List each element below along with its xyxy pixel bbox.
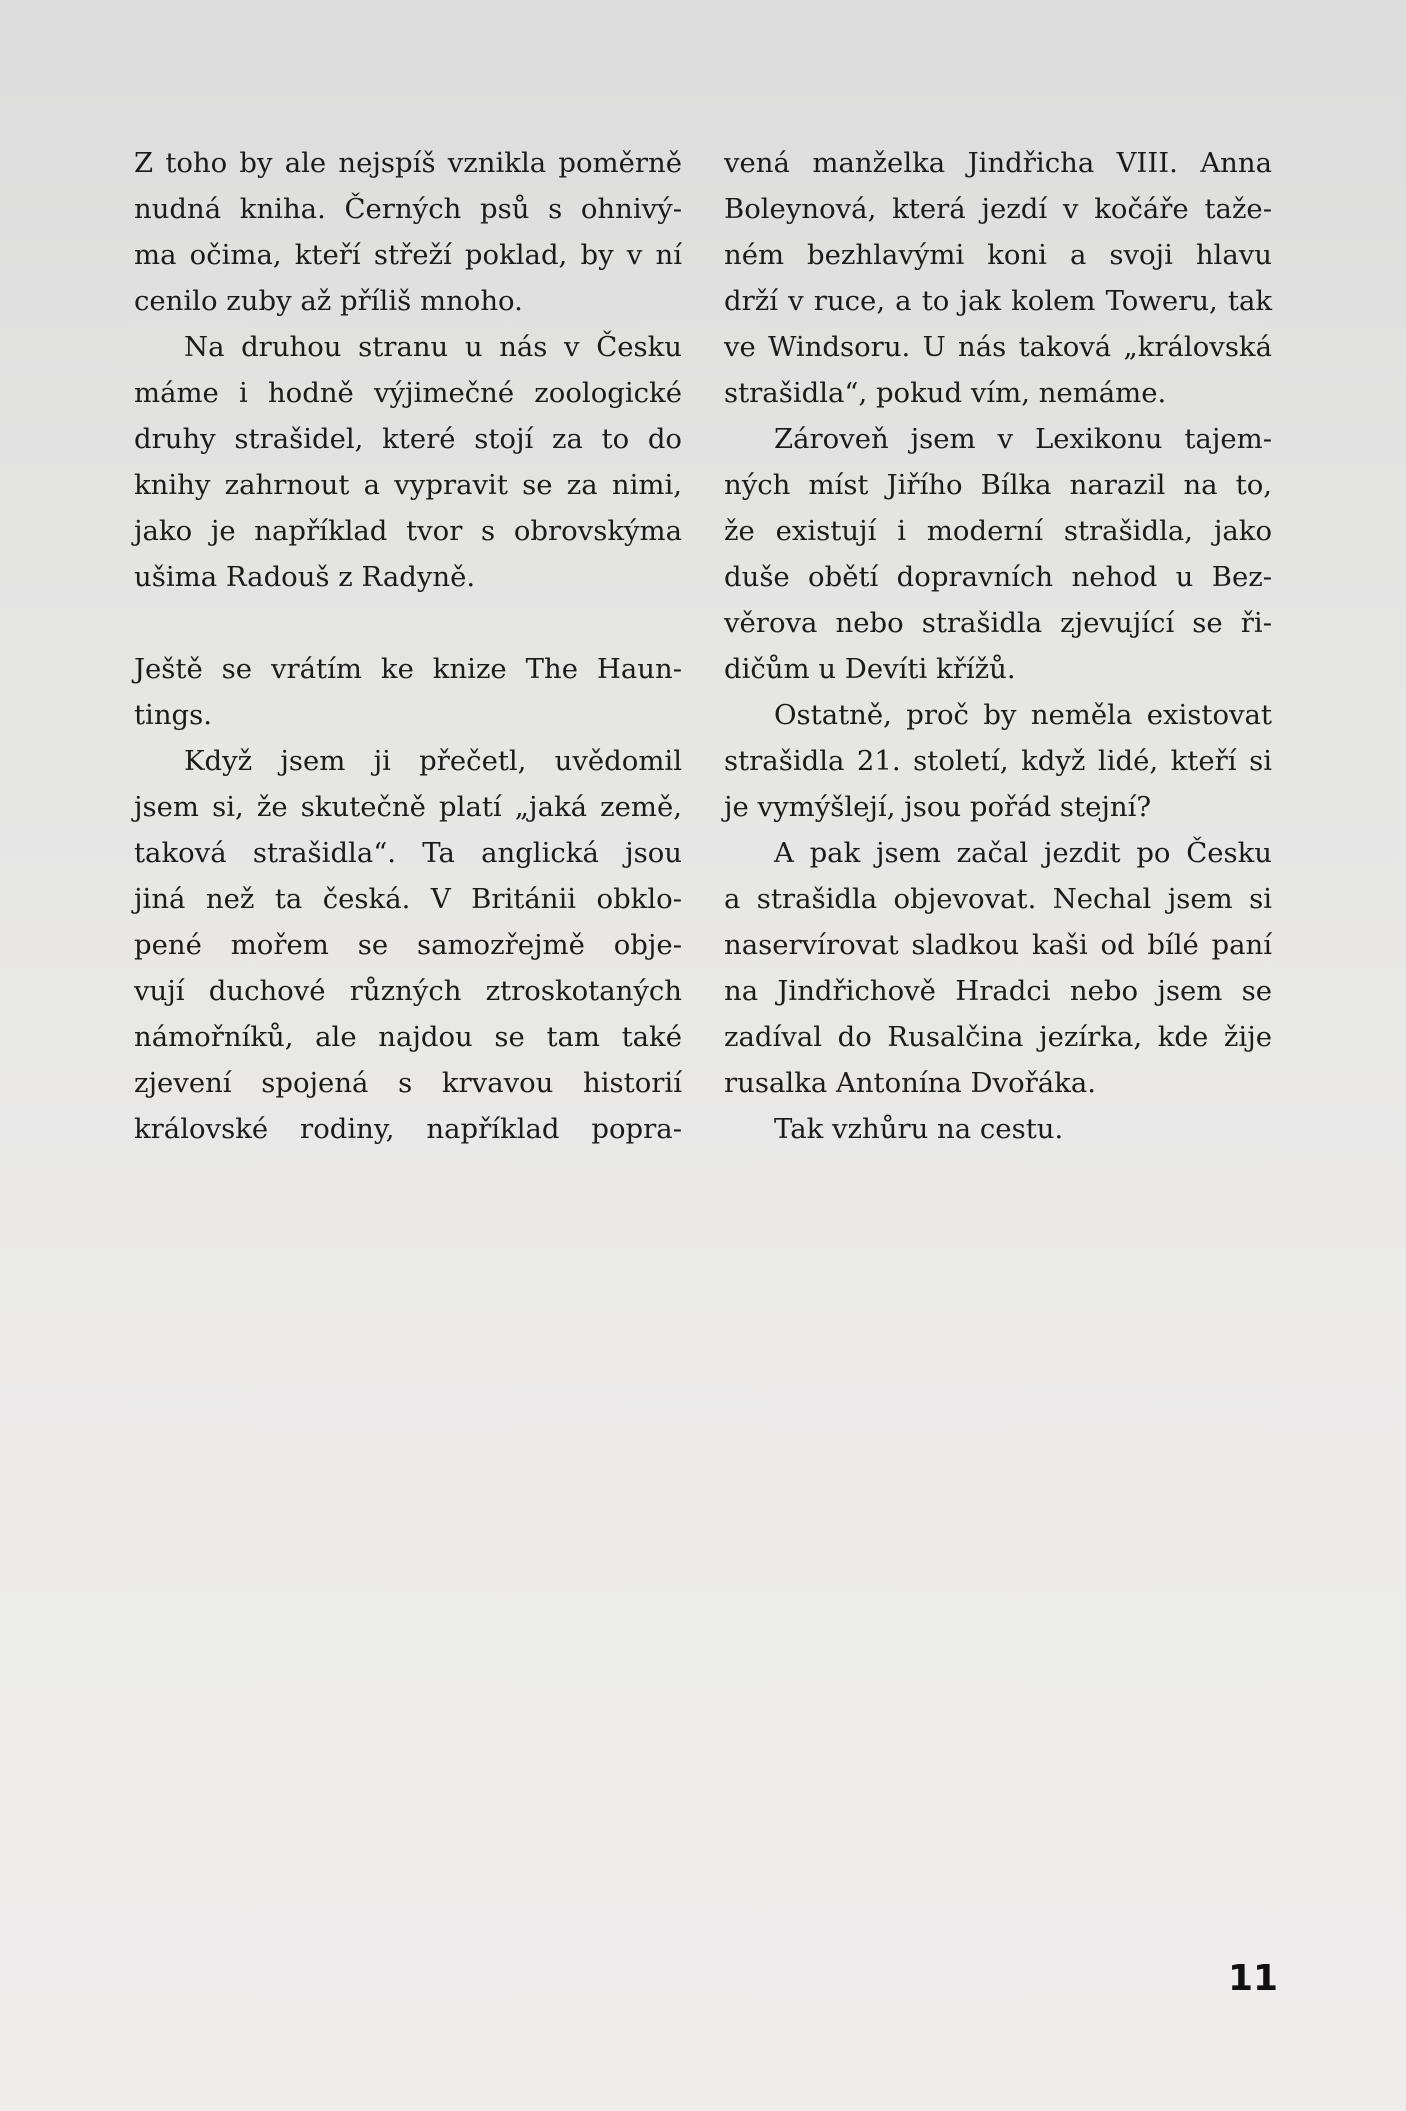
text-line: zjevení spojená s krvavou historií xyxy=(134,1067,682,1099)
text-line: že existují i moderní strašidla, jako xyxy=(724,515,1272,547)
text-line: Když jsem ji přečetl, uvědomil xyxy=(184,745,682,777)
text-line: vená manželka Jindřicha VIII. Anna xyxy=(724,147,1272,179)
text-line: jsem si, že skutečně platí „jaká země, xyxy=(134,791,682,823)
text-line: knihy zahrnout a vypravit se za nimi, xyxy=(134,469,682,501)
text-line: ušima Radouš z Radyně. xyxy=(134,561,476,593)
text-line: Boleynová, která jezdí v kočáře taže- xyxy=(724,193,1272,225)
text-line: a strašidla objevovat. Nechal jsem si xyxy=(724,883,1272,915)
text-line: dičům u Devíti křížů. xyxy=(724,653,1016,685)
text-line: námořníků, ale najdou se tam také xyxy=(134,1021,682,1053)
text-line: drží v ruce, a to jak kolem Toweru, tak xyxy=(724,285,1272,317)
text-line: věrova nebo strašidla zjevující se ři- xyxy=(724,607,1272,639)
text-line: rusalka Antonína Dvořáka. xyxy=(724,1067,1096,1099)
text-line: Z toho by ale nejspíš vznikla poměrně xyxy=(134,147,682,179)
text-line: naservírovat sladkou kaši od bílé paní xyxy=(724,929,1272,961)
text-line: ném bezhlavými koni a svoji hlavu xyxy=(724,239,1272,271)
text-line: taková strašidla“. Ta anglická jsou xyxy=(134,837,682,869)
left-text-column xyxy=(134,140,682,1152)
text-line: Ještě se vrátím ke knize The Haun- xyxy=(134,653,682,685)
text-line: je vymýšlejí, jsou pořád stejní? xyxy=(724,791,1152,823)
text-line: Ostatně, proč by neměla existovat xyxy=(774,699,1272,731)
text-line: pené mořem se samozřejmě obje- xyxy=(134,929,682,961)
text-line: nudná kniha. Černých psů s ohnivý- xyxy=(134,193,682,225)
text-line: vují duchové různých ztroskotaných xyxy=(134,975,682,1007)
text-line: cenilo zuby až příliš mnoho. xyxy=(134,285,523,317)
text-line: ve Windsoru. U nás taková „královská xyxy=(724,331,1272,363)
text-line: strašidla 21. století, když lidé, kteří si xyxy=(724,745,1272,777)
text-line: ma očima, kteří střeží poklad, by v ní xyxy=(134,239,682,271)
text-line: na Jindřichově Hradci nebo jsem se xyxy=(724,975,1272,1007)
text-line: Na druhou stranu u nás v Česku xyxy=(184,331,682,363)
right-text-column xyxy=(724,140,1272,1152)
text-line: jako je například tvor s obrovskýma xyxy=(134,515,682,547)
text-line: druhy strašidel, které stojí za to do xyxy=(134,423,682,455)
text-line: strašidla“, pokud vím, nemáme. xyxy=(724,377,1167,409)
text-line: jiná než ta česká. V Británii obklo- xyxy=(134,883,682,915)
text-line: královské rodiny, například popra- xyxy=(134,1113,682,1145)
text-line: Zároveň jsem v Lexikonu tajem- xyxy=(774,423,1272,455)
text-line: zadíval do Rusalčina jezírka, kde žije xyxy=(724,1021,1272,1053)
page-number: 11 xyxy=(1228,1958,1279,1999)
text-line: A pak jsem začal jezdit po Česku xyxy=(774,837,1272,869)
text-line: máme i hodně výjimečné zoologické xyxy=(134,377,682,409)
text-line: tings. xyxy=(134,699,213,731)
text-line: Tak vzhůru na cestu. xyxy=(774,1113,1064,1145)
text-line: duše obětí dopravních nehod u Bez- xyxy=(724,561,1272,593)
text-line: ných míst Jiřího Bílka narazil na to, xyxy=(724,469,1272,501)
